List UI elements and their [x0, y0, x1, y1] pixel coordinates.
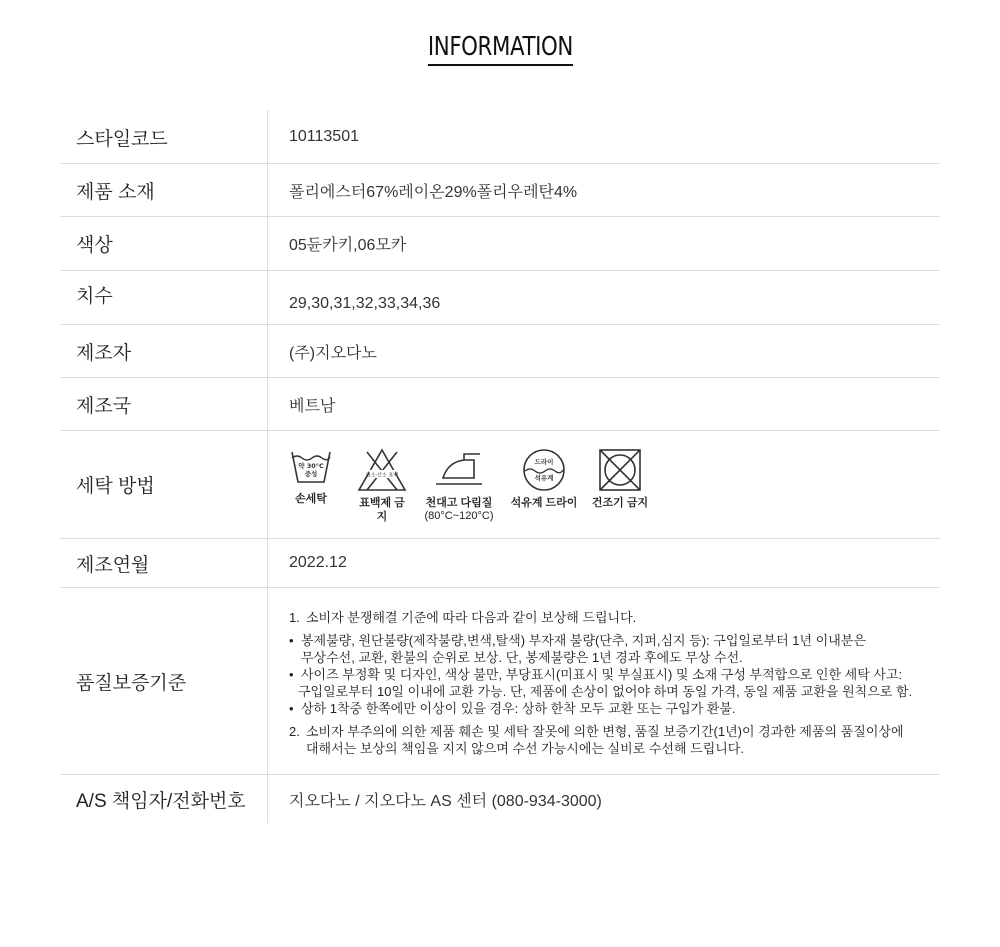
quality-bullet-2-line1: 사이즈 부정확 및 디자인, 색상 불만, 부당표시(미표시 및 부실표시) 및 소재 구성 부적합으로 인한 세탁 사고:: [301, 667, 903, 682]
dry-clean-line2: 석유계: [534, 473, 554, 482]
quality-bullet-1-line1: 봉제불량, 원단불량(제작불량,변색,탈색) 부자재 불량(단추, 지퍼,심지 등): 구입일로부터 1년 이내분은: [301, 633, 866, 648]
dry-clean-item: [509, 448, 579, 510]
material-value: 폴리에스터67%레이온29%폴리우레탄4%: [289, 183, 578, 201]
row-style-code: [60, 110, 940, 164]
no-bleach-item: [354, 448, 410, 524]
washing-icons: [289, 446, 650, 524]
row-maker: [60, 325, 940, 378]
row-color: [60, 217, 940, 271]
dry-clean-icon: [522, 448, 566, 492]
row-size: [60, 271, 940, 325]
iron-caption: 천대고 다림질: [425, 496, 493, 509]
quality-item-2: [289, 723, 912, 740]
row-quality: [60, 588, 940, 775]
style-code-value: 10113501: [289, 127, 359, 145]
hand-wash-caption: 손세탁: [295, 492, 327, 505]
quality-item-2-number: 2.: [289, 724, 300, 739]
quality-item-2-line1: 소비자 부주의에 의한 제품 훼손 및 세탁 잘못에 의한 변형, 품질 보증기간(1년)이 경과한 제품의 품질이상에: [306, 724, 904, 739]
no-tumble-dry-caption: 건조기 금지: [591, 496, 649, 509]
washing-value: [268, 431, 940, 538]
quality-item-1-number: 1.: [289, 610, 300, 625]
maker-value: (주)지오다노: [289, 344, 377, 362]
iron-icon: [434, 448, 484, 492]
quality-bullet-1-line2: 무상수선, 교환, 환불의 순위로 보상. 단, 봉제불량은 1년 경과 후에도 무상 수선.: [301, 650, 743, 665]
bullet-mark: •: [289, 633, 294, 648]
washing-label: 세탁 방법: [60, 431, 268, 538]
dry-clean-line1: 드라이: [534, 457, 554, 466]
quality-bullet-3-line1: 상하 1착중 한쪽에만 이상이 있을 경우: 상하 한착 모두 교환 또는 구입가 환불.: [301, 701, 736, 716]
color-label: 색상: [60, 217, 268, 270]
row-manufacture-date: [60, 539, 940, 588]
row-country: [60, 378, 940, 431]
iron-item: [419, 448, 499, 523]
quality-item-1: [289, 609, 912, 626]
title-wrap: [0, 32, 1000, 66]
material-label: 제품 소재: [60, 164, 268, 216]
quality-value: [268, 588, 940, 774]
as-contact-label: A/S 책임자/전화번호: [60, 775, 268, 823]
bullet-mark: •: [289, 701, 294, 716]
quality-bullet-3: [289, 700, 912, 717]
quality-item-2-line2: 대해서는 보상의 책임을 지지 않으며 수선 가능시에는 실비로 수선해 드립니다.: [306, 741, 744, 756]
as-contact-value: 지오다노 / 지오다노 AS 센터 (080-934-3000): [289, 792, 602, 810]
no-tumble-dry-icon: [598, 448, 642, 492]
maker-label: 제조자: [60, 325, 268, 377]
quality-label: 품질보증기준: [60, 588, 268, 774]
hand-wash-detergent: 중성: [304, 469, 318, 478]
row-as-contact: [60, 775, 940, 823]
row-material: [60, 164, 940, 217]
no-bleach-caption: 표백제 금지: [359, 496, 405, 523]
quality-bullet-1: [289, 632, 912, 649]
dry-clean-caption: 석유계 드라이: [510, 496, 578, 509]
bullet-mark: •: [289, 667, 294, 682]
manufacture-date-label: 제조연월: [60, 539, 268, 587]
hand-wash-temp: 약 30°C: [298, 461, 324, 470]
hand-wash-icon: [289, 448, 333, 488]
size-label: 치수: [60, 271, 268, 324]
row-washing: [60, 431, 940, 539]
country-value: 베트남: [289, 397, 336, 415]
quality-text: [289, 605, 912, 757]
iron-temp: (80°C~120°C): [424, 509, 494, 522]
quality-bullet-2-line2: 구입일로부터 10일 이내에 교환 가능. 단, 제품에 손상이 없어야 하며 동일 가격, 동일 제품 교환을 원칙으로 함.: [298, 684, 913, 699]
manufacture-date-value: 2022.12: [289, 554, 347, 571]
country-label: 제조국: [60, 378, 268, 430]
hand-wash-item: [289, 448, 333, 506]
style-code-label: 스타일코드: [60, 110, 268, 163]
info-table: [60, 110, 940, 823]
color-value: 05듄카키,06모카: [289, 237, 407, 254]
size-value: 29,30,31,32,33,34,36: [289, 294, 441, 312]
page-title: INFORMATION: [428, 32, 573, 66]
no-bleach-inner-text: 염소·산소 표백: [365, 472, 399, 478]
quality-bullet-2: [289, 666, 912, 683]
quality-item-1-text: 소비자 분쟁해결 기준에 따라 다음과 같이 보상해 드립니다.: [306, 610, 637, 625]
no-tumble-dry-item: [590, 448, 650, 510]
no-bleach-icon: [357, 448, 407, 492]
